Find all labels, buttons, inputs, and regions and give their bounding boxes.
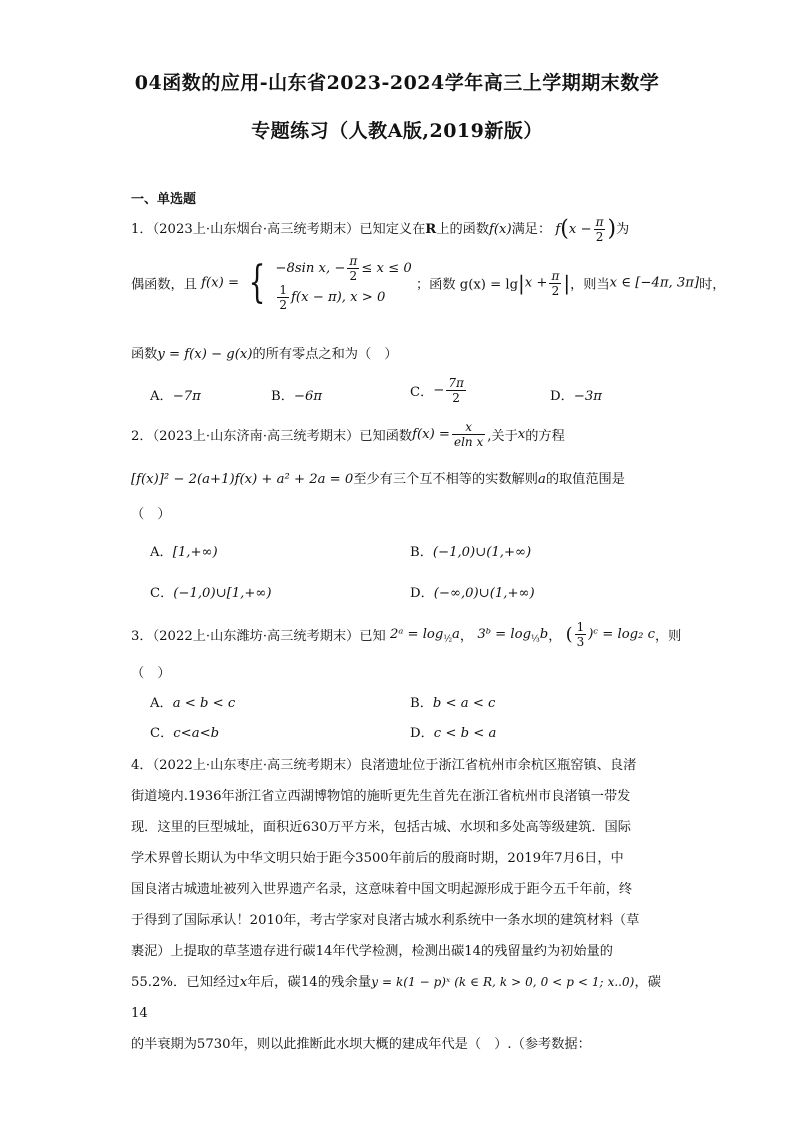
q1-line1 — [131, 215, 629, 244]
q1-text: 时， — [699, 277, 726, 293]
q2-line2 — [131, 468, 625, 487]
q4-line: 学术界曾长期认为中华文明只始于距今3500年前后的殷商时期，2019年7月6日，中 — [131, 851, 624, 866]
q3-option-d[interactable] — [410, 722, 496, 741]
option-value: −7π — [172, 389, 201, 404]
option-label: B． — [410, 696, 433, 711]
q1-math: x + — [524, 275, 548, 291]
q4-text: 年后，碳14的残余量 — [247, 975, 372, 990]
q2-math: x — [517, 427, 526, 442]
log-base: ½ — [443, 634, 453, 645]
piece-case1 — [275, 254, 411, 283]
frac-den: 2 — [551, 283, 560, 298]
q3-option-b[interactable] — [410, 692, 495, 711]
frac-num: π — [595, 215, 604, 229]
q1-math: x ∈ [−4π, 3π] — [609, 275, 700, 291]
fraction — [347, 254, 359, 283]
q2-text: 的取值范围是 — [545, 472, 625, 487]
option-label: C． — [150, 726, 174, 741]
piecewise-cases — [275, 254, 411, 312]
abs-bar: | — [518, 271, 525, 295]
log-base: ⅓ — [531, 634, 540, 645]
q2-text: 至少有三个互不相等的实数解则 — [353, 472, 538, 487]
frac-den: 2 — [349, 269, 358, 283]
paren: ( — [560, 216, 569, 242]
q2-math: f(x) = — [412, 427, 450, 442]
q2-option-b[interactable] — [410, 541, 531, 560]
frac-num: 1 — [279, 283, 288, 297]
q4-text: 55.2%．已知经过 — [131, 975, 240, 990]
piece-case2 — [275, 283, 411, 312]
frac-num: 7π — [448, 376, 464, 390]
q2-option-d[interactable] — [410, 582, 535, 601]
q4-line: 的半衰期为5730年，则以此推断此水坝大概的建成年代是（ ）.（参考数据： — [131, 1037, 591, 1052]
q2-equation: [f(x)]² − 2(a+1)f(x) + a² + 2a = 0 — [131, 472, 354, 487]
option-label: A． — [150, 545, 173, 560]
option-value: b < a < c — [432, 696, 496, 711]
fraction — [277, 283, 289, 312]
option-label: B． — [271, 389, 294, 404]
option-label: C． — [150, 586, 174, 601]
q1-text: 函数 — [131, 347, 158, 362]
q2-line3: （ ） — [131, 507, 171, 522]
option-value: [1,+∞) — [172, 545, 218, 560]
q4-line: 裹泥）上提取的草茎遗存进行碳14年代学检测，检测出碳14的残留量约为初始量的 — [131, 944, 613, 959]
section-heading: 一、单选题 — [131, 192, 197, 207]
fraction — [575, 620, 587, 649]
q1-text: ，则当 — [570, 277, 610, 293]
q4-line: 现．这里的巨型城址，面积近630万平方米，包括古城、水坝和多处高等级建筑．国际 — [131, 820, 631, 835]
fraction — [594, 215, 606, 244]
q1-line2 — [131, 254, 725, 312]
option-label: C． — [410, 385, 434, 400]
frac-den: eln x — [453, 435, 484, 449]
q1-option-d[interactable] — [550, 385, 602, 404]
q4-math: x — [239, 975, 248, 990]
q1-math: y = f(x) − g(x) — [157, 347, 253, 362]
q1-option-c[interactable] — [410, 376, 468, 405]
q4-line: 街道境内.1936年浙江省立西湖博物馆的施昕更先生首先在浙江省杭州市良渚镇一带发 — [131, 789, 631, 804]
fraction — [446, 376, 466, 405]
option-value: − — [433, 383, 445, 398]
q1-math: f — [555, 222, 561, 237]
paren: ) — [607, 216, 617, 242]
q3-option-a[interactable] — [150, 692, 235, 711]
q1-text: 偶函数，且 — [131, 277, 197, 293]
case1-end: ≤ x ≤ 0 — [361, 261, 412, 276]
option-label: D． — [550, 389, 574, 404]
q3-text: 3．（2022上·山东潍坊·高三统考期末）已知 — [131, 629, 386, 644]
paren: ( — [565, 624, 573, 645]
q2-math: a — [537, 472, 546, 487]
q2-text: 的方程 — [525, 429, 565, 444]
doc-title-line2: 专题练习（人教A版,2019新版） — [251, 120, 543, 142]
q2-option-a[interactable] — [150, 541, 218, 560]
option-label: A． — [150, 389, 173, 404]
option-value: (−1,0)∪(1,+∞) — [432, 545, 532, 560]
q1-line3 — [131, 343, 398, 362]
option-value: c<a<b — [173, 726, 220, 741]
q1-text: 满足： — [511, 222, 552, 237]
option-label: D． — [410, 586, 434, 601]
q4-line: 4．（2022上·山东枣庄·高三统考期末）良渚遗址位于浙江省杭州市余杭区瓶窑镇、良渚 — [131, 758, 637, 773]
q3-line2: （ ） — [131, 666, 171, 681]
q1-text: 1．（2023上·山东烟台·高三统考期末）已知定义在 — [131, 222, 426, 237]
option-value: a < b < c — [172, 696, 236, 711]
doc-title-line1: 04函数的应用-山东省2023-2024学年高三上学期期末数学 — [134, 72, 660, 94]
option-label: A． — [150, 696, 173, 711]
abs-bar: | — [563, 271, 571, 295]
q1-option-a[interactable] — [150, 385, 201, 404]
option-value: −6π — [293, 389, 322, 404]
frac-den: 2 — [452, 391, 460, 405]
q3-line1: 3．（2022上·山东潍坊·高三统考期末）已知 2ᵃ = $\log_{\frac{1}{2}}a$， 3ᵇ = $\log_{\frac{1}{3}}b$， ( $\frac{1}{3}$ )ᶜ = log₂ c，则 — [131, 620, 682, 649]
q3-math: )ᶜ = log₂ c — [588, 627, 655, 642]
q2-text: 2．（2023上·山东济南·高三统考期末）已知函数 — [131, 429, 413, 444]
option-label: B． — [410, 545, 433, 560]
q3-math: 3ᵇ = log — [477, 627, 532, 642]
frac-den: 2 — [279, 298, 288, 312]
q1-math: f(x) — [489, 222, 512, 237]
option-value: (−∞,0)∪(1,+∞) — [433, 586, 535, 601]
fraction — [549, 269, 561, 298]
case1-text: −8sin x, − — [275, 261, 346, 276]
q3-math: b — [539, 627, 549, 642]
q1-text: 的所有零点之和为（ ） — [252, 347, 398, 362]
q1-math: x − — [568, 222, 592, 237]
q3-math: a — [452, 627, 460, 642]
q1-R: R — [425, 222, 437, 237]
piecewise-brace: { — [248, 257, 266, 308]
q1-text: 为 — [616, 222, 630, 237]
q1-option-b[interactable] — [271, 385, 322, 404]
frac-num: π — [349, 254, 358, 268]
q2-text: ,关于 — [487, 429, 518, 444]
frac-den: 3 — [576, 635, 585, 649]
option-value: c < b < a — [433, 726, 497, 741]
option-label: D． — [410, 726, 434, 741]
q1-text: ；函数 g(x) = lg — [416, 277, 519, 293]
q4-line8 — [131, 967, 661, 1029]
q2-line1 — [131, 420, 565, 449]
q4-paragraph — [131, 750, 661, 1060]
q3-option-c[interactable] — [150, 722, 219, 741]
frac-num: π — [551, 268, 560, 283]
q1-math: f(x) = — [201, 275, 239, 291]
q2-option-c[interactable] — [150, 582, 272, 601]
option-value: −3π — [573, 389, 602, 404]
frac-den: 2 — [595, 230, 604, 244]
frac-num: 1 — [576, 620, 585, 634]
q3-text: ，则 — [654, 629, 682, 644]
case2-text: f(x − π), x > 0 — [291, 290, 386, 305]
option-value: (−1,0)∪[1,+∞) — [173, 586, 272, 601]
frac-num: x — [452, 420, 485, 435]
q3-math: 2ᵃ = log — [389, 627, 444, 642]
fraction — [452, 420, 485, 449]
q1-text: 上的函数 — [436, 222, 490, 237]
q4-line: 国良渚古城遗址被列入世界遗产名录，这意味着中国文明起源形成于距今五千年前，终 — [131, 882, 633, 897]
q4-formula: y = k(1 − p)ˣ (k ∈ R, k > 0, 0 < p < 1; x..0) — [371, 975, 635, 989]
q4-text: ，碳14 — [131, 975, 661, 1021]
q4-line: 于得到了国际承认！2010年，考古学家对良渚古城水利系统中一条水坝的建筑材料（草 — [131, 913, 640, 928]
